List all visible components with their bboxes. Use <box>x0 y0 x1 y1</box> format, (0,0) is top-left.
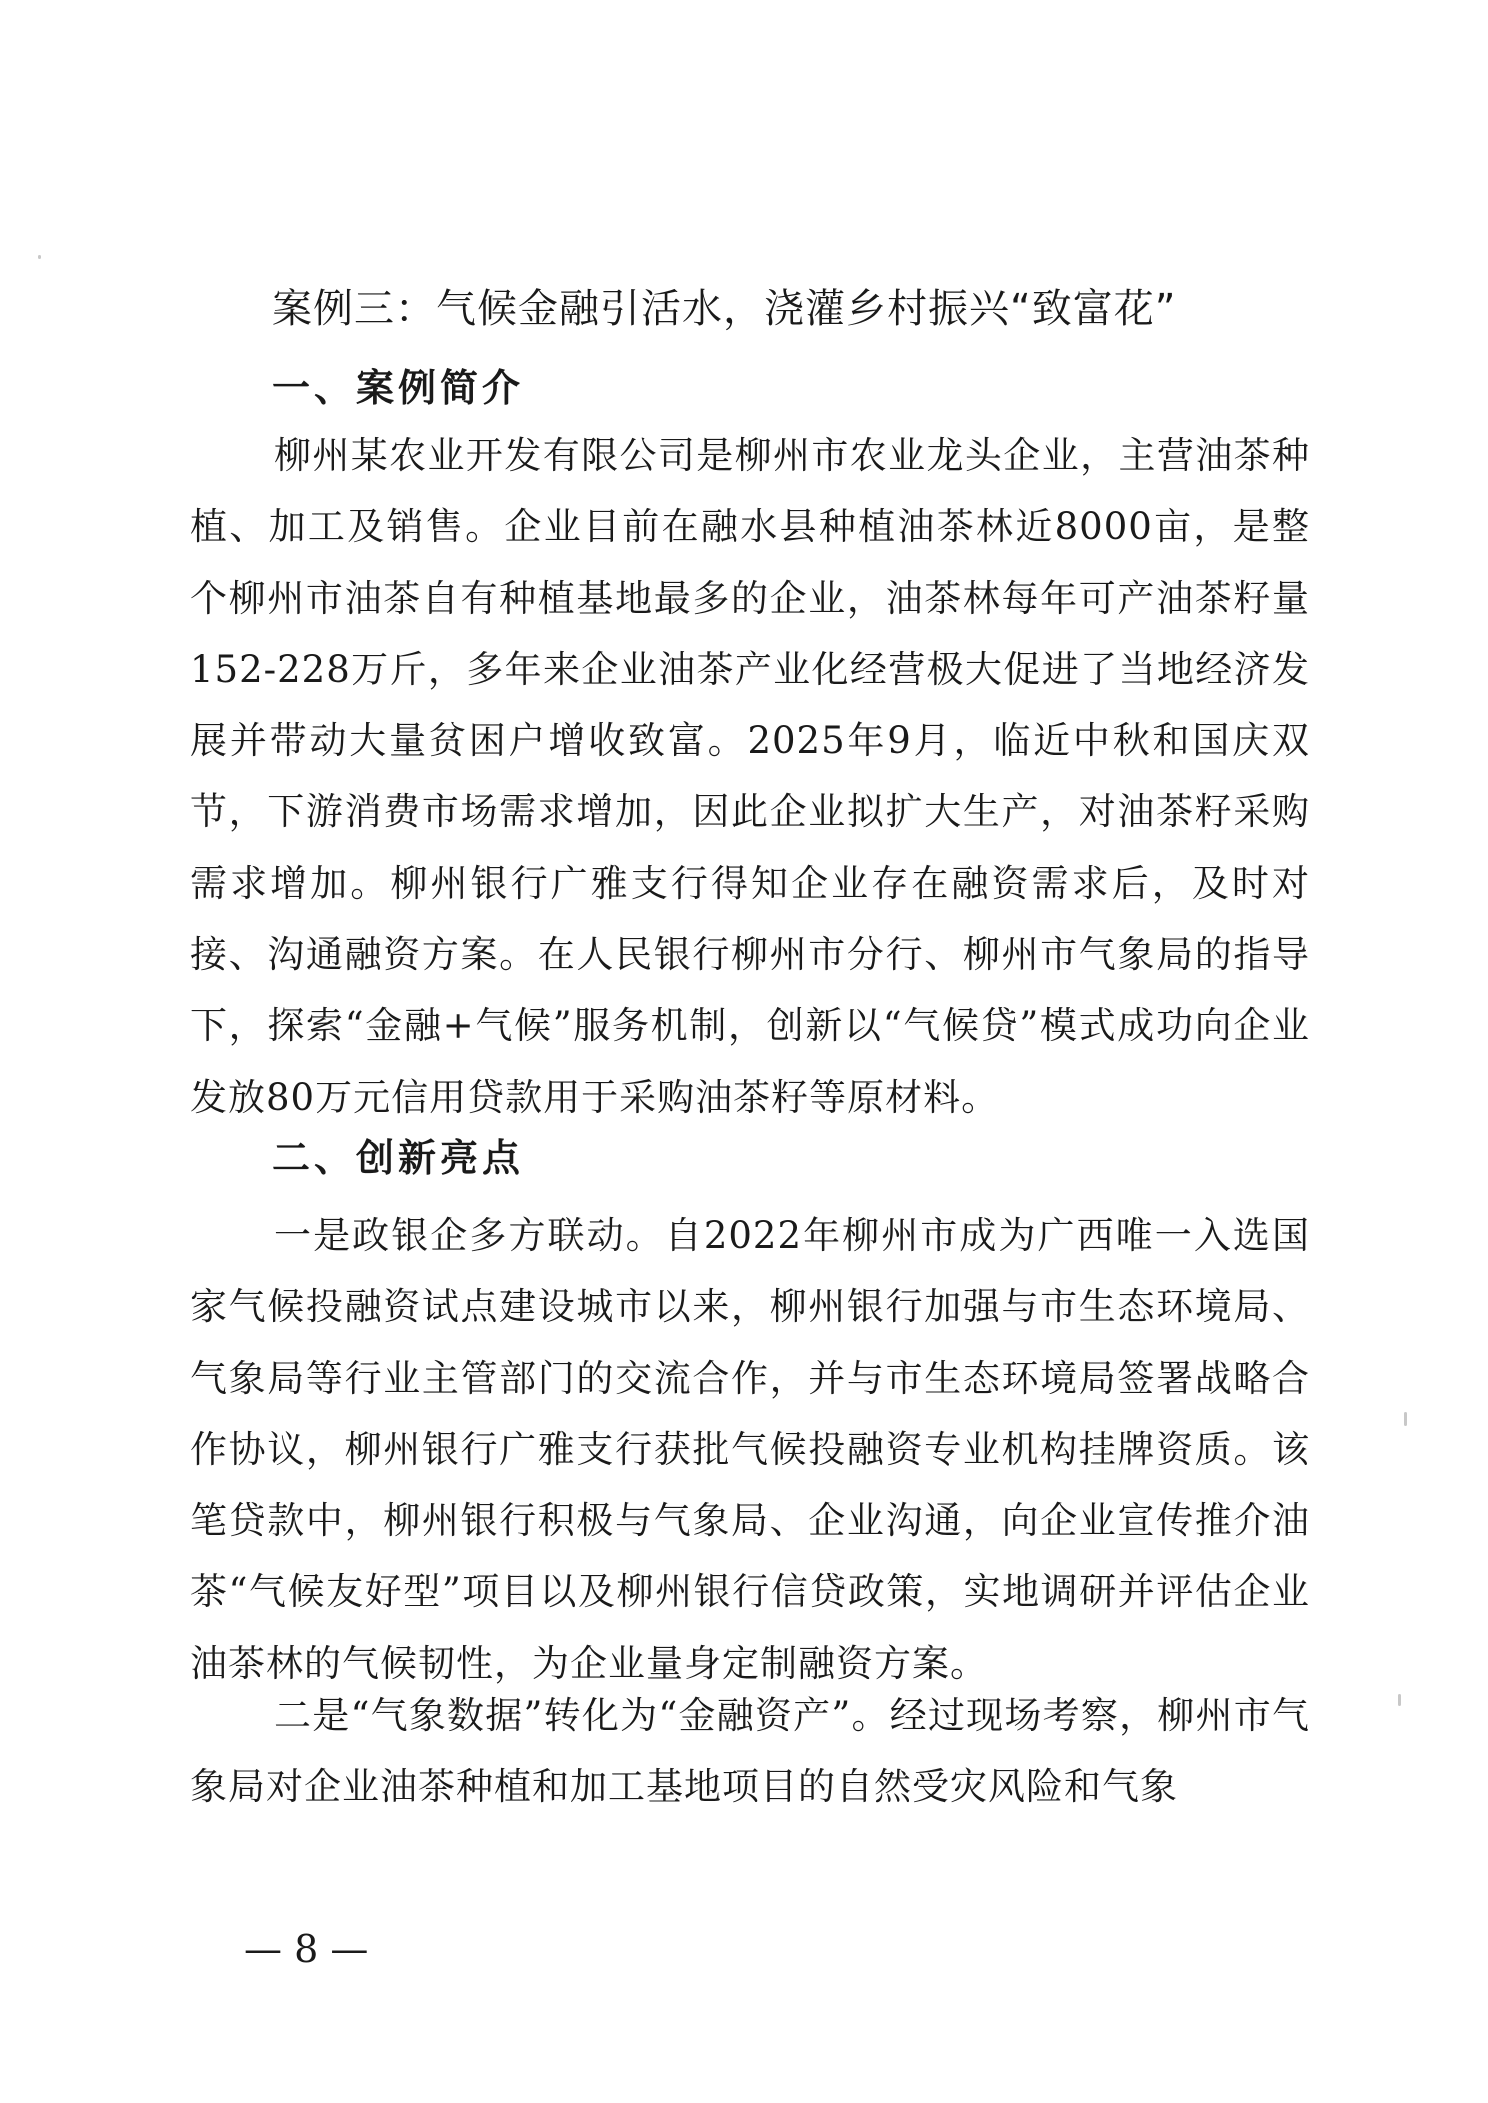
scan-speck <box>1404 1412 1407 1426</box>
page-number: — 8 — <box>244 1927 369 1971</box>
case-intro-paragraph: 柳州某农业开发有限公司是柳州市农业龙头企业，主营油茶种植、加工及销售。企业目前在融水县种植油茶林近8000亩，是整个柳州市油茶自有种植基地最多的企业，油茶林每年可产油茶籽量152-228万斤，多年来企业油茶产业化经营极大促进了当地经济发展并带动大量贫困户增收致富。2025年9月，临近中秋和国庆双节，下游消费市场需求增加，因此企业拟扩大生产，对油茶籽采购需求增加。柳州银行广雅支行得知企业存在融资需求后，及时对接、沟通融资方案。在人民银行柳州市分行、柳州市气象局的指导下，探索“金融+气候”服务机制，创新以“气候贷”模式成功向企业发放80万元信用贷款用于采购油茶籽等原材料。 <box>190 434 1310 1119</box>
section-heading-innovation: 二、创新亮点 <box>272 1136 525 1180</box>
section-heading-case-intro: 一、案例简介 <box>272 366 525 410</box>
scan-speck <box>38 255 41 259</box>
scan-speck <box>1398 1694 1401 1706</box>
document-title: 案例三：气候金融引活水，浇灌乡村振兴“致富花” <box>272 286 1177 332</box>
innovation-paragraph-2: 二是“气象数据”转化为“金融资产”。经过现场考察，柳州市气象局对企业油茶种植和加工基地项目的自然受灾风险和气象 <box>190 1694 1310 1809</box>
innovation-paragraph-1: 一是政银企多方联动。自2022年柳州市成为广西唯一入选国家气候投融资试点建设城市以来，柳州银行加强与市生态环境局、气象局等行业主管部门的交流合作，并与市生态环境局签署战略合作协议，柳州银行广雅支行获批气候投融资专业机构挂牌资质。该笔贷款中，柳州银行积极与气象局、企业沟通，向企业宣传推介油茶“气候友好型”项目以及柳州银行信贷政策，实地调研并评估企业油茶林的气候韧性，为企业量身定制融资方案。 <box>190 1214 1310 1685</box>
